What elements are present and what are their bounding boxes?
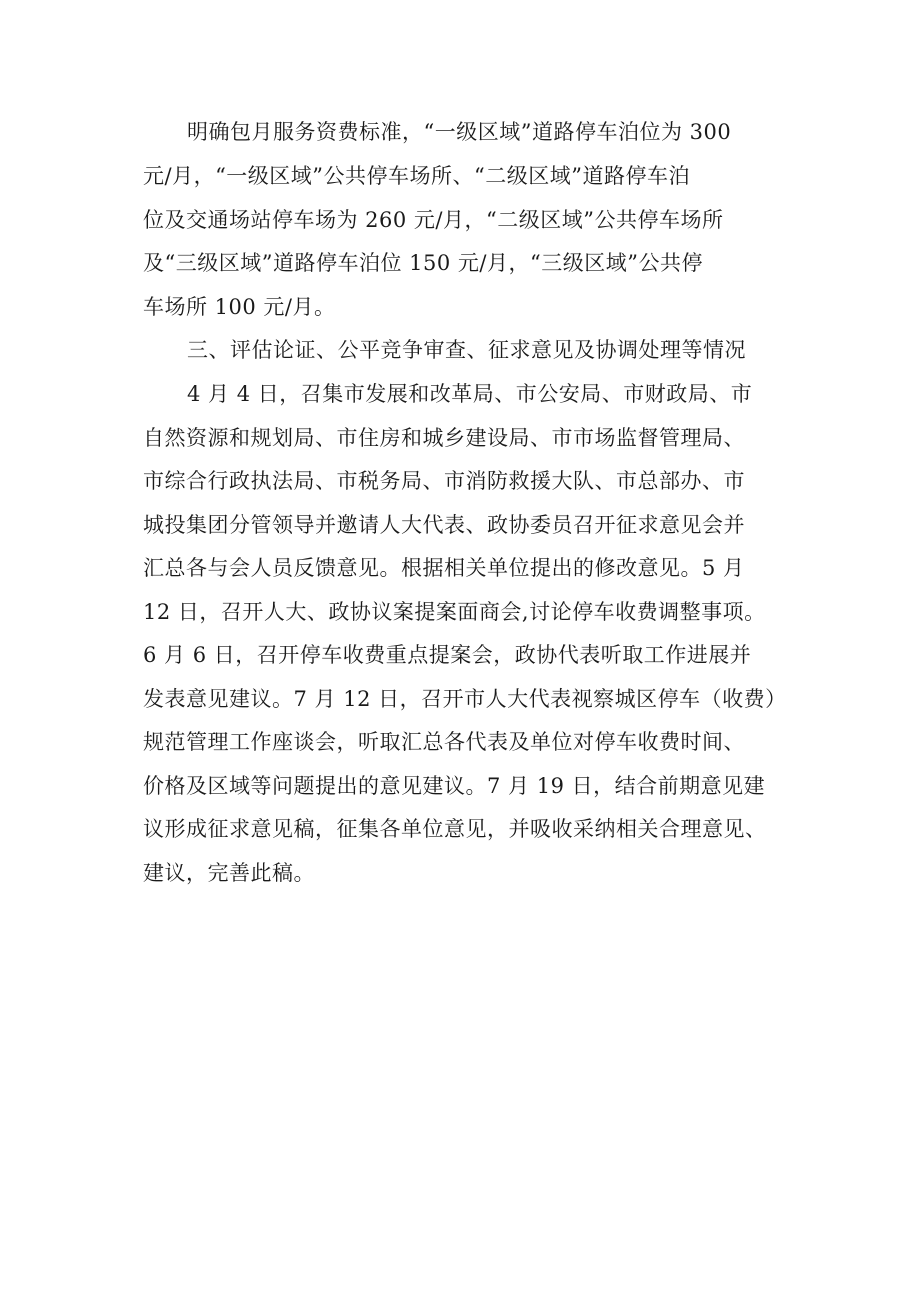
paragraph-2-line-6: 12 日，召开人大、政协议案提案面商会,讨论停车收费调整事项。: [143, 600, 766, 624]
paragraph-2-line-10: 价格及区域等问题提出的意见建议。7 月 19 日，结合前期意见建: [143, 774, 766, 798]
paragraph-2-line-1: 4 月 4 日，召集市发展和改革局、市公安局、市财政局、市: [187, 382, 753, 406]
paragraph-1-line-3: 位及交通场站停车场为 260 元/月，“二级区域”公共停车场所: [143, 208, 724, 232]
paragraph-1-line-5: 车场所 100 元/月。: [143, 295, 336, 319]
paragraph-2-line-7: 6 月 6 日，召开停车收费重点提案会，政协代表听取工作进展并: [143, 643, 752, 667]
paragraph-1-line-4: 及“三级区域”道路停车泊位 150 元/月，“三级区域”公共停: [143, 251, 703, 275]
paragraph-2-line-11: 议形成征求意见稿，征集各单位意见，并吸收采纳相关合理意见、: [143, 817, 767, 841]
paragraph-2-line-12: 建议，完善此稿。: [143, 861, 315, 885]
paragraph-2-line-4: 城投集团分管领导并邀请人大代表、政协委员召开征求意见会并: [143, 513, 745, 537]
section-heading: 三、评估论证、公平竞争审查、征求意见及协调处理等情况: [187, 338, 746, 362]
paragraph-2-line-8: 发表意见建议。7 月 12 日，召开市人大代表视察城区停车（收费）: [143, 687, 787, 711]
paragraph-2-line-9: 规范管理工作座谈会，听取汇总各代表及单位对停车收费时间、: [143, 730, 745, 754]
paragraph-1-line-2: 元/月，“一级区域”公共停车场所、“二级区域”道路停车泊: [143, 164, 691, 188]
paragraph-2-line-5: 汇总各与会人员反馈意见。根据相关单位提出的修改意见。5 月: [143, 556, 745, 580]
paragraph-2-line-2: 自然资源和规划局、市住房和城乡建设局、市市场监督管理局、: [143, 426, 745, 450]
paragraph-1-line-1: 明确包月服务资费标准，“一级区域”道路停车泊位为 300: [187, 120, 732, 144]
paragraph-2-line-3: 市综合行政执法局、市税务局、市消防救援大队、市总部办、市: [143, 469, 745, 493]
